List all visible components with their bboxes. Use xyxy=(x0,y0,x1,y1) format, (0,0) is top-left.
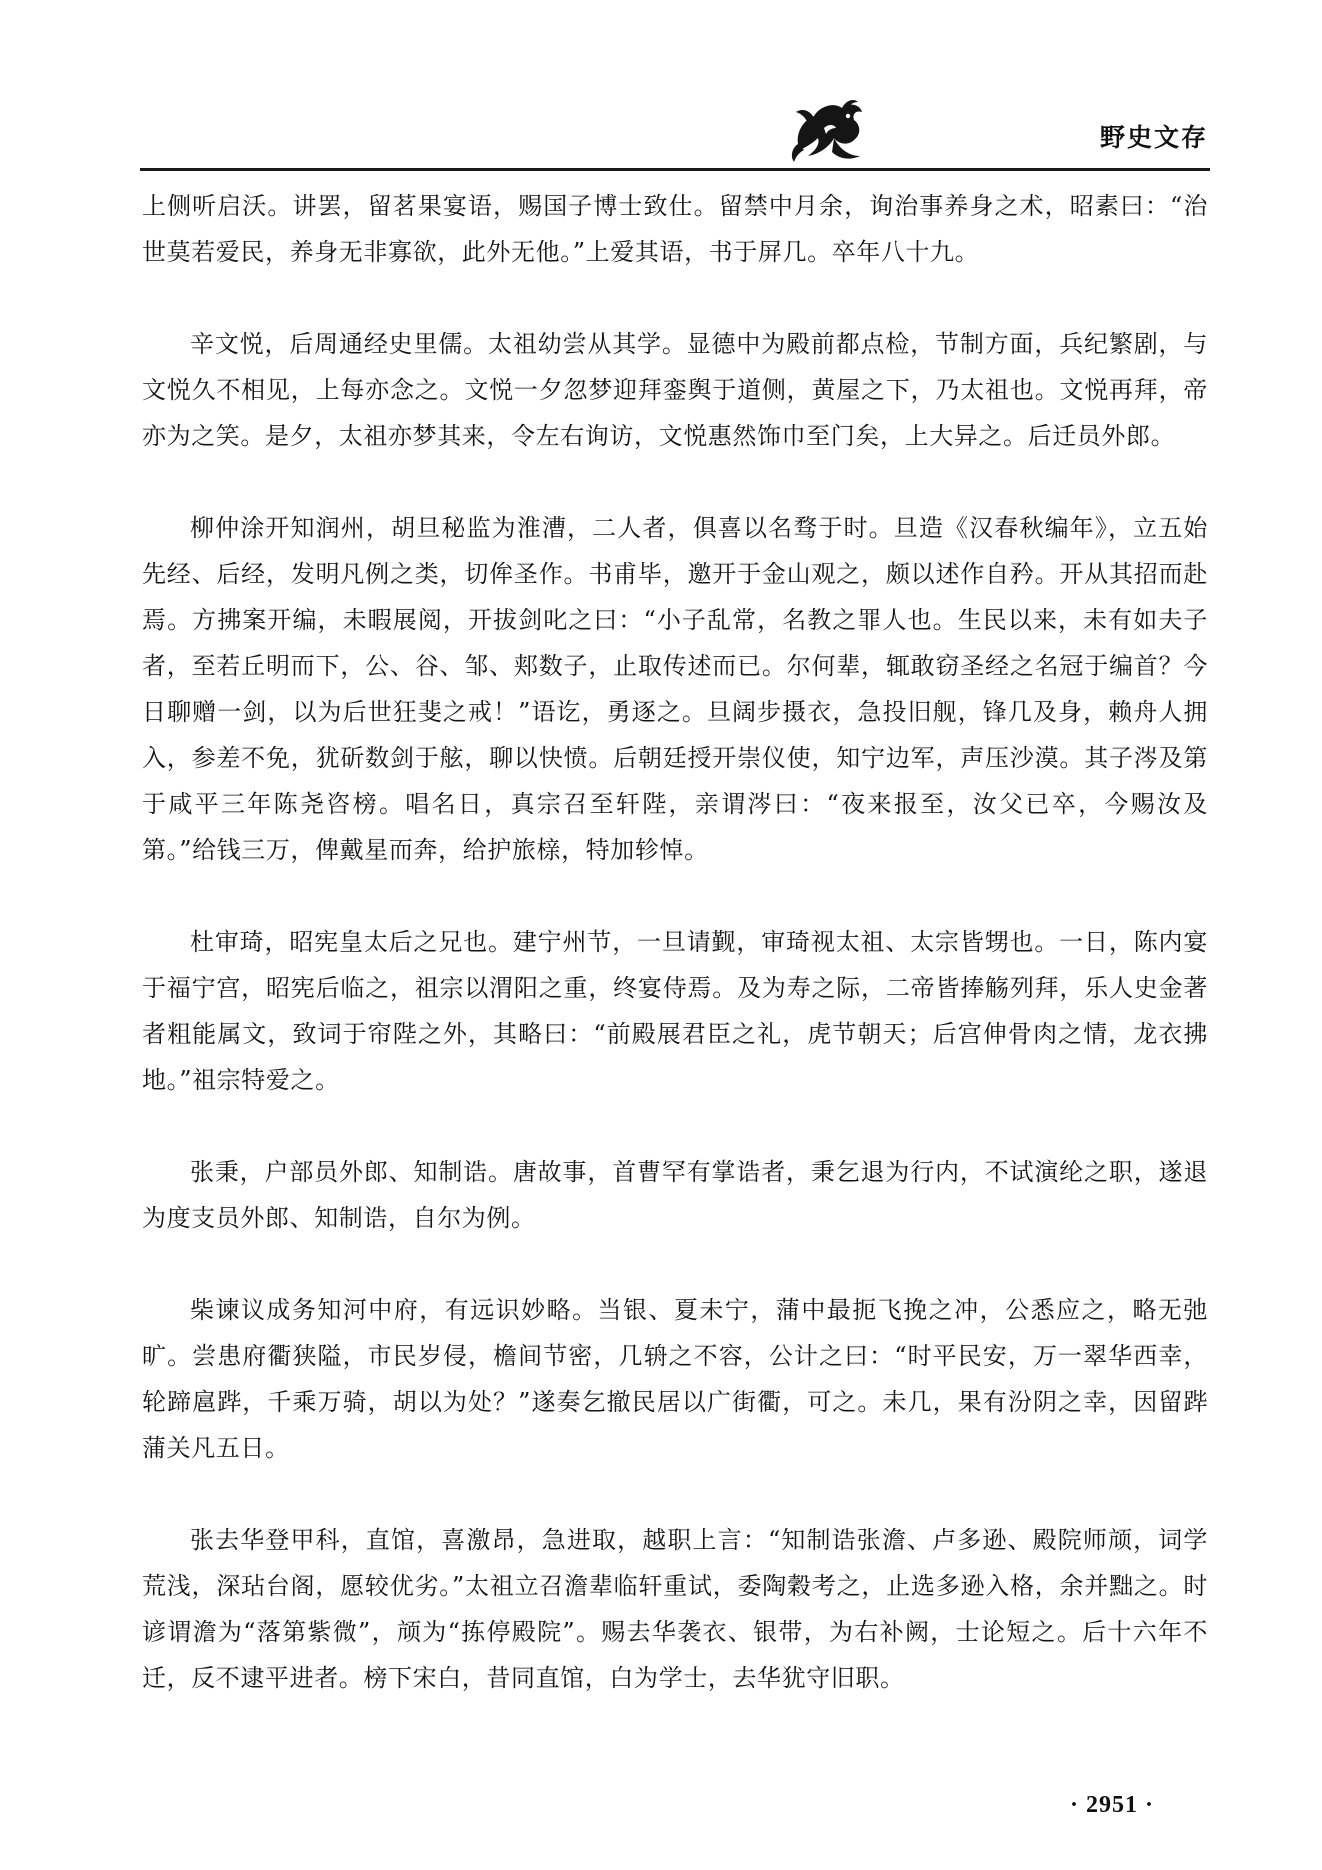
header-divider xyxy=(140,168,1210,171)
page-number: · 2951 · xyxy=(1070,1792,1155,1818)
page-header xyxy=(0,0,1322,160)
main-text xyxy=(142,183,1208,1747)
book-series-title: 野史文存 xyxy=(1100,123,1209,152)
paragraph: 柴谏议成务知河中府，有远识妙略。当银、夏未宁，蒲中最扼飞挽之冲，公悉应之，略无弛旷。尝患府衢狭隘，市民岁侵，檐间节密，几辀之不容，公计之曰：“时平民安，万一翠华西幸，轮蹄扈跸，千乘万骑，胡以为处？”遂奏乞撤民居以广街衢，可之。未几，果有汾阴之幸，因留跸蒲关凡五日。 xyxy=(142,1296,1208,1462)
paragraph: 张秉，户部员外郎、知制诰。唐故事，首曹罕有掌诰者，秉乞退为行内，不试演纶之职，遂退为度支员外郎、知制诰，自尔为例。 xyxy=(142,1158,1208,1232)
paragraph: 张去华登甲科，直馆，喜激昂，急进取，越职上言：“知制诰张澹、卢多逊、殿院师颃，词学荒浅，深玷台阁，愿较优劣。”太祖立召澹辈临轩重试，委陶穀考之，止选多逊入格，余并黜之。时谚谓澹为“落第紫微”，颃为“拣停殿院”。赐去华袭衣、银带，为右补阙，士论短之。后十六年不迁，反不逮平进者。榜下宋白，昔同直馆，白为学士，去华犹守旧职。 xyxy=(142,1526,1208,1692)
dragon-emblem-icon xyxy=(790,98,866,164)
paragraph: 辛文悦，后周通经史里儒。太祖幼尝从其学。显德中为殿前都点检，节制方面，兵纪繁剧，与文悦久不相见，上每亦念之。文悦一夕忽梦迎拜銮舆于道侧，黄屋之下，乃太祖也。文悦再拜，帝亦为之笑。是夕，太祖亦梦其来，令左右询访，文悦惠然饰巾至门矣，上大异之。后迁员外郎。 xyxy=(142,330,1208,450)
paragraph: 杜审琦，昭宪皇太后之兄也。建宁州节，一旦请觐，审琦视太祖、太宗皆甥也。一日，陈内宴于福宁宫，昭宪后临之，祖宗以渭阳之重，终宴侍焉。及为寿之际，二帝皆捧觞列拜，乐人史金著者粗能属文，致词于帘陛之外，其略曰：“前殿展君臣之礼，虎节朝天；后宫伸骨肉之情，龙衣拂地。”祖宗特爱之。 xyxy=(142,928,1208,1094)
paragraph: 上侧听启沃。讲罢，留茗果宴语，赐国子博士致仕。留禁中月余，询治事养身之术，昭素曰：“治世莫若爱民，养身无非寡欲，此外无他。”上爱其语，书于屏几。卒年八十九。 xyxy=(142,192,1208,266)
paragraph: 柳仲涂开知润州，胡旦秘监为淮漕，二人者，俱喜以名骛于时。旦造《汉春秋编年》，立五始先经、后经，发明凡例之类，切侔圣作。书甫毕，邀开于金山观之，颇以述作自矜。开从其招而赴焉。方拂案开编，未暇展阅，开拔剑叱之曰：“小子乱常，名教之罪人也。生民以来，未有如夫子者，至若丘明而下，公、谷、邹、郏数子，止取传述而已。尔何辈，辄敢窃圣经之名冠于编首？今日聊赠一剑，以为后世狂斐之戒！”语讫，勇逐之。旦阔步摄衣，急投旧舰，锋几及身，赖舟人拥入，参差不免，犹斫数剑于舷，聊以快愤。后朝廷授开崇仪使，知宁边军，声压沙漠。其子涔及第于咸平三年陈尧咨榜。唱名日，真宗召至轩陛，亲谓涔曰：“夜来报至，汝父已卒，今赐汝及第。”给钱三万，俾戴星而奔，给护旅榇，特加轸悼。 xyxy=(142,514,1208,864)
